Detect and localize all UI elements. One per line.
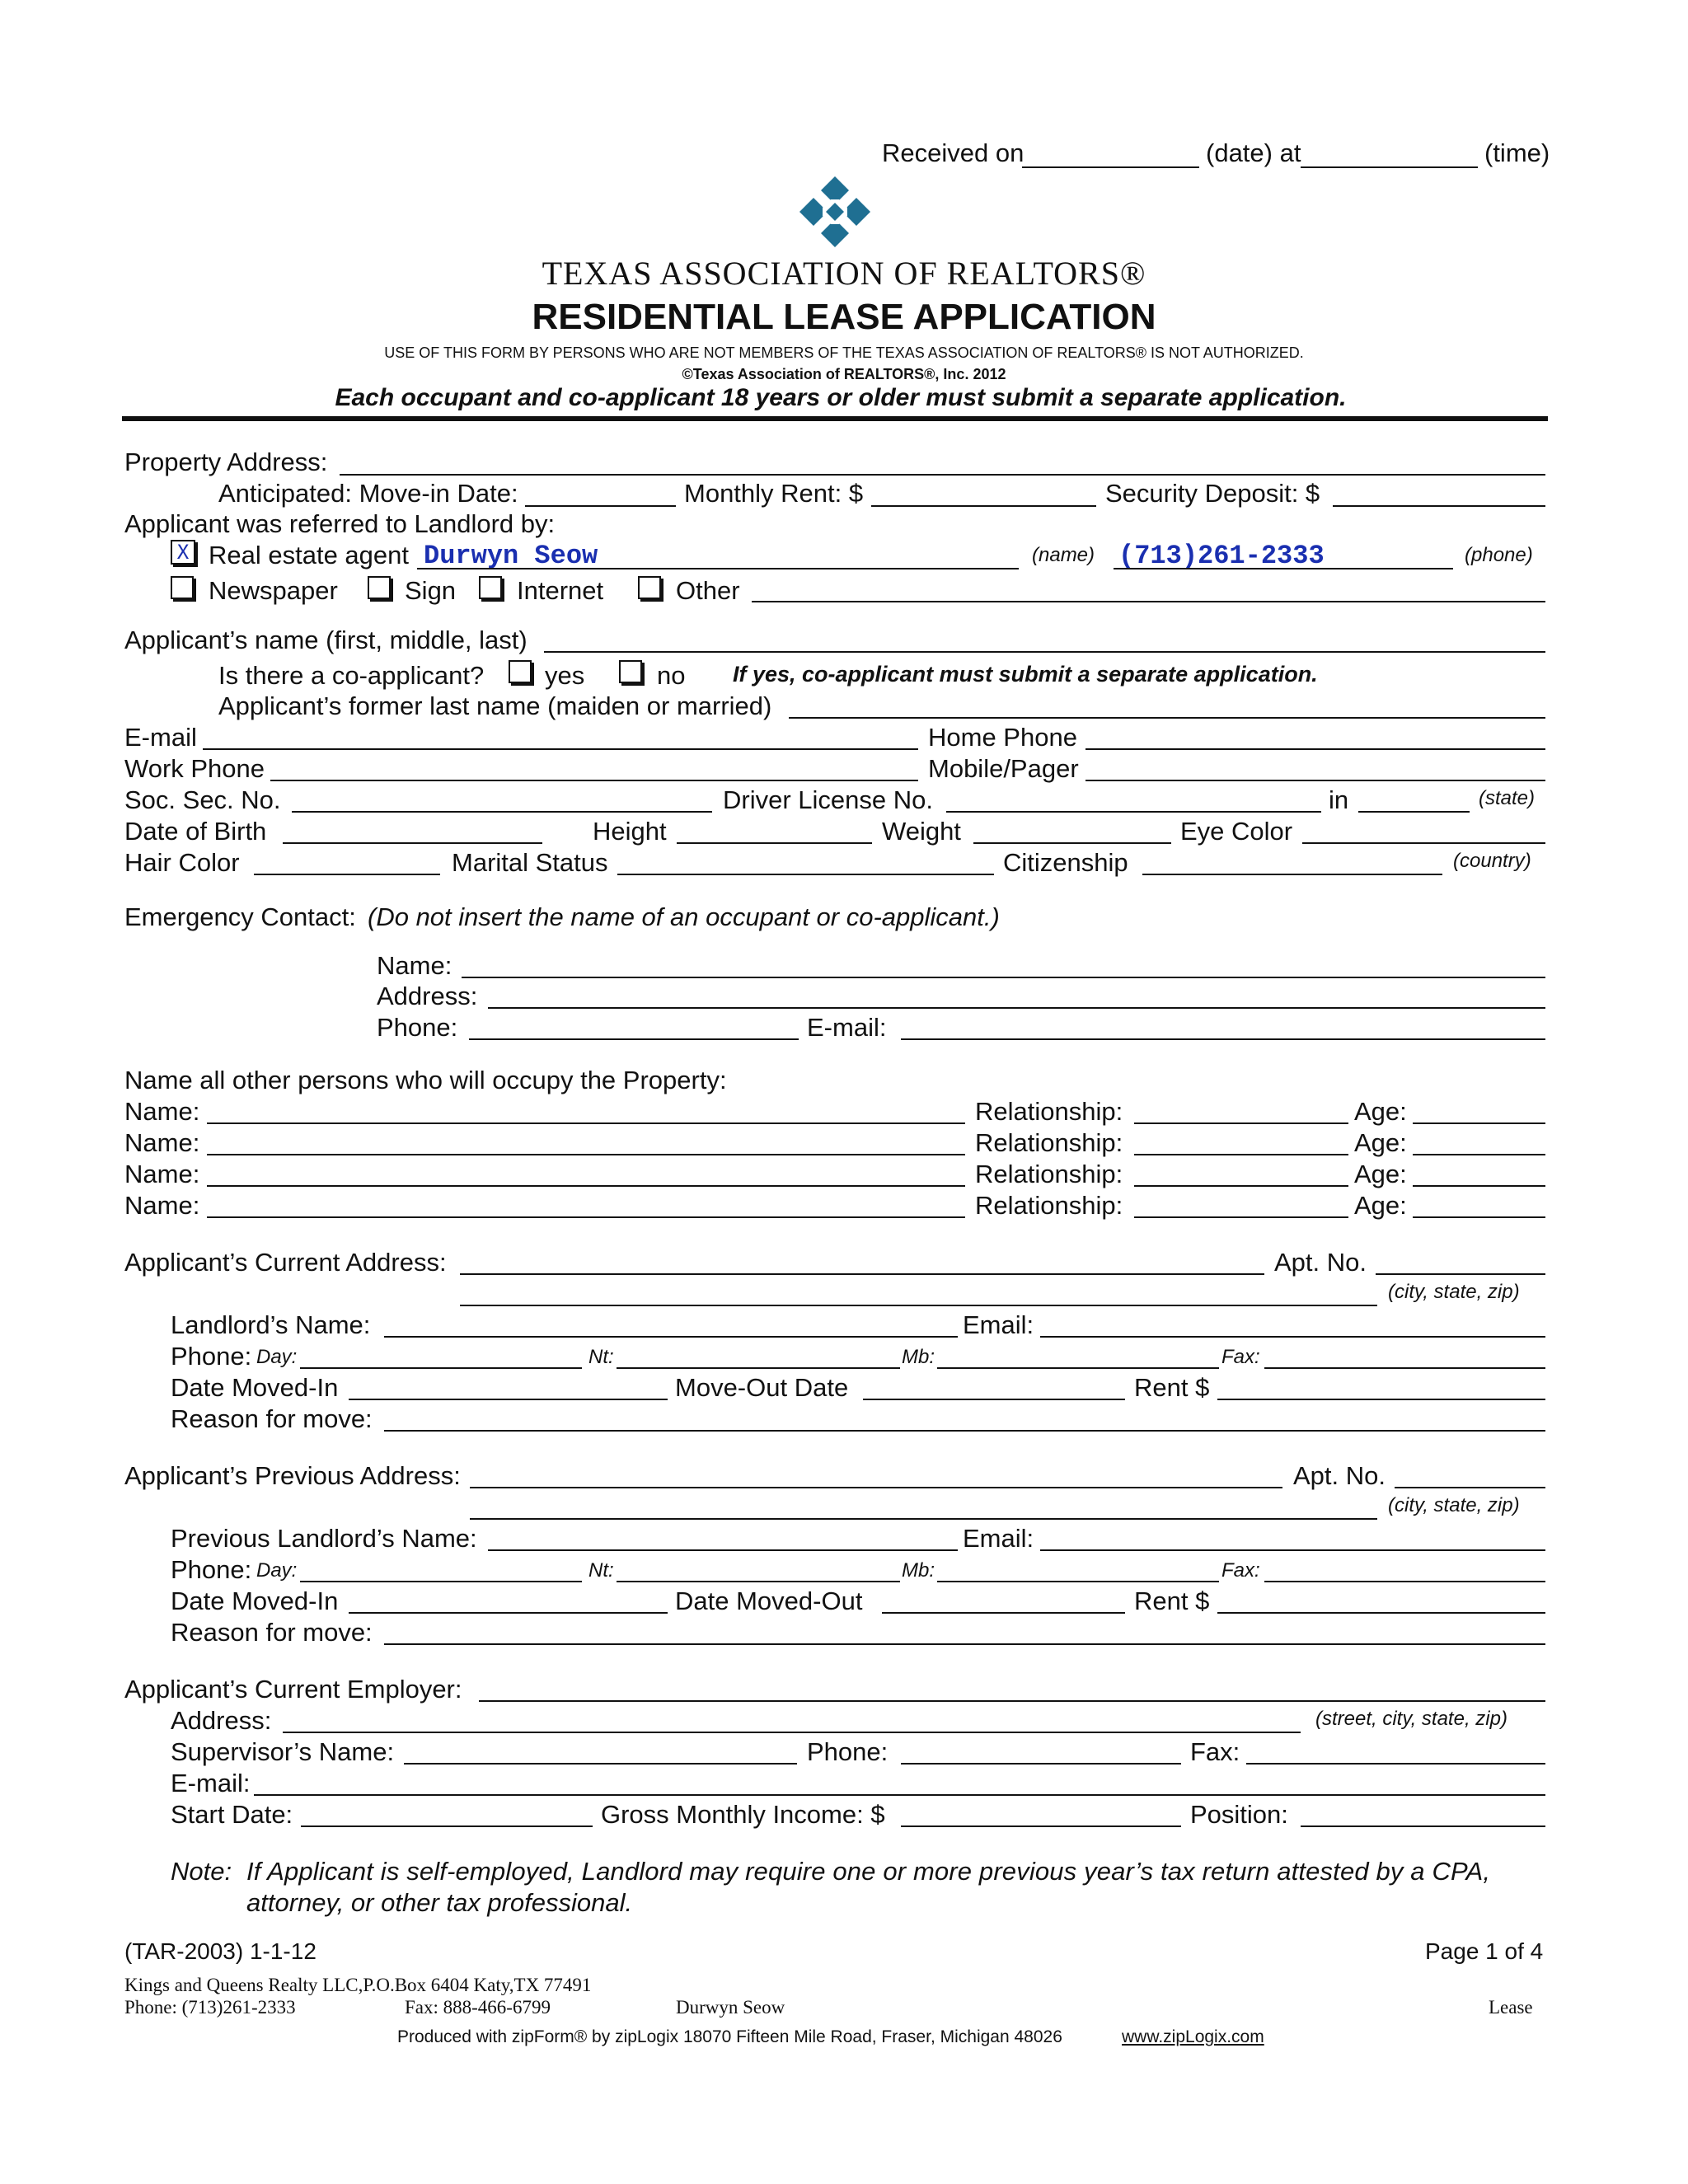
- occupant-name-field[interactable]: [207, 1185, 965, 1187]
- previous-rent-label: Rent $: [1134, 1586, 1210, 1615]
- start-date-field[interactable]: [301, 1825, 593, 1827]
- applicant-name-label: Applicant’s name (first, middle, last): [124, 626, 528, 654]
- current-address-label: Applicant’s Current Address:: [124, 1248, 447, 1277]
- received-date-field[interactable]: [1022, 166, 1199, 168]
- current-rent-label: Rent $: [1134, 1373, 1210, 1402]
- country-caption: (country): [1453, 850, 1531, 872]
- previous-moved-in-field[interactable]: [349, 1612, 668, 1614]
- current-landlord-field[interactable]: [384, 1336, 958, 1338]
- emergency-contact-note: (Do not insert the name of an occupant or co-applicant.): [368, 902, 1000, 931]
- current-fax-label: Fax:: [1221, 1346, 1260, 1368]
- broker-phone: Phone: (713)261-2333: [124, 1997, 296, 2018]
- current-employer-field[interactable]: [479, 1700, 1545, 1702]
- current-city-state-zip-field[interactable]: [460, 1305, 1377, 1306]
- monthly-rent-label: Monthly Rent: $: [684, 479, 864, 508]
- emergency-name-field[interactable]: [462, 977, 1545, 978]
- mobile-field[interactable]: [1085, 780, 1545, 781]
- document-name: Lease: [1489, 1997, 1533, 2018]
- newspaper-label: Newspaper: [209, 576, 338, 605]
- former-name-label: Applicant’s former last name (maiden or married): [218, 691, 772, 720]
- home-phone-label: Home Phone: [928, 723, 1077, 752]
- occupant-name-field[interactable]: [207, 1122, 965, 1124]
- copyright-notice: ©Texas Association of REALTORS®, Inc. 2012: [682, 366, 1006, 382]
- emergency-name-label: Name:: [377, 951, 452, 980]
- former-name-field[interactable]: [789, 717, 1545, 719]
- header-divider: [122, 416, 1548, 421]
- home-phone-field[interactable]: [1085, 748, 1545, 750]
- previous-mobile-phone-field[interactable]: [937, 1581, 1219, 1582]
- realtors-logo: [798, 175, 872, 249]
- real-estate-agent-label: Real estate agent: [209, 541, 410, 569]
- current-day-phone-field[interactable]: [300, 1367, 582, 1369]
- previous-reason-label: Reason for move:: [171, 1618, 373, 1647]
- emergency-email-field[interactable]: [901, 1038, 1545, 1040]
- name-caption: (name): [1032, 544, 1095, 566]
- real-estate-agent-checkbox[interactable]: X: [171, 540, 195, 565]
- occupant-relationship-label: Relationship:: [975, 1128, 1123, 1157]
- previous-apt-label: Apt. No.: [1293, 1461, 1386, 1490]
- email-label: E-mail: [124, 723, 197, 752]
- emergency-phone-field[interactable]: [469, 1038, 799, 1040]
- work-phone-label: Work Phone: [124, 754, 265, 783]
- previous-csz-caption: (city, state, zip): [1388, 1494, 1520, 1516]
- hair-color-field[interactable]: [254, 874, 440, 875]
- emergency-address-field[interactable]: [488, 1007, 1545, 1009]
- ssn-field[interactable]: [292, 811, 712, 813]
- previous-night-phone-field[interactable]: [617, 1581, 900, 1582]
- employer-phone-field[interactable]: [901, 1763, 1181, 1765]
- occupant-name-label: Name:: [124, 1191, 200, 1220]
- employer-phone-label: Phone:: [807, 1737, 889, 1766]
- supervisor-label: Supervisor’s Name:: [171, 1737, 395, 1766]
- previous-landlord-label: Previous Landlord’s Name:: [171, 1524, 477, 1553]
- current-landlord-email-field[interactable]: [1040, 1336, 1545, 1338]
- coapplicant-note: If yes, co-applicant must submit a separate application.: [733, 662, 1318, 687]
- email-field[interactable]: [203, 748, 918, 750]
- current-move-out-field[interactable]: [863, 1399, 1125, 1400]
- move-in-date-label: Anticipated: Move-in Date:: [218, 479, 518, 508]
- occupant-relationship-field[interactable]: [1134, 1185, 1348, 1187]
- usage-notice: USE OF THIS FORM BY PERSONS WHO ARE NOT MEMBERS OF THE TEXAS ASSOCIATION OF REALTORS® IS NOT AUTHORIZED.: [384, 344, 1304, 361]
- page-number: Page 1 of 4: [1425, 1938, 1544, 1964]
- current-night-label: Nt:: [588, 1346, 614, 1368]
- state-caption: (state): [1479, 787, 1536, 809]
- current-night-phone-field[interactable]: [617, 1367, 900, 1369]
- previous-phone-label: Phone:: [171, 1555, 252, 1584]
- emergency-address-label: Address:: [377, 982, 478, 1010]
- previous-city-state-zip-field[interactable]: [470, 1518, 1377, 1520]
- street-csz-caption: (street, city, state, zip): [1315, 1708, 1507, 1730]
- agent-phone-value[interactable]: (713)261-2333: [1118, 541, 1325, 571]
- supervisor-field[interactable]: [404, 1763, 797, 1765]
- occupant-age-label: Age:: [1354, 1160, 1407, 1188]
- current-moved-in-field[interactable]: [349, 1399, 668, 1400]
- other-field[interactable]: [752, 601, 1545, 602]
- other-checkbox[interactable]: [638, 576, 661, 599]
- occupant-relationship-label: Relationship:: [975, 1160, 1123, 1188]
- previous-landlord-email-field[interactable]: [1040, 1549, 1545, 1551]
- coapplicant-label: Is there a co-applicant?: [218, 661, 485, 690]
- height-field[interactable]: [677, 842, 872, 844]
- driver-license-field[interactable]: [946, 811, 1321, 813]
- form-id: (TAR-2003) 1-1-12: [124, 1938, 316, 1964]
- occupant-relationship-label: Relationship:: [975, 1191, 1123, 1220]
- emergency-phone-label: Phone:: [377, 1013, 458, 1042]
- employer-fax-field[interactable]: [1246, 1763, 1545, 1765]
- coapplicant-yes-checkbox[interactable]: [509, 660, 532, 683]
- dob-label: Date of Birth: [124, 817, 267, 846]
- note-label: Note:: [171, 1857, 232, 1886]
- previous-rent-field[interactable]: [1217, 1612, 1545, 1614]
- occupant-age-field[interactable]: [1413, 1185, 1545, 1187]
- occupant-age-field[interactable]: [1413, 1154, 1545, 1155]
- previous-address-field[interactable]: [470, 1487, 1282, 1488]
- agent-name-field[interactable]: [417, 568, 1019, 569]
- agent-name-value[interactable]: Durwyn Seow: [424, 541, 598, 571]
- ziplogix-link[interactable]: www.zipLogix.com: [1122, 2027, 1264, 2046]
- coapplicant-no-checkbox[interactable]: [619, 660, 642, 683]
- occupant-relationship-field[interactable]: [1134, 1154, 1348, 1155]
- previous-fax-field[interactable]: [1264, 1581, 1545, 1582]
- employer-address-label: Address:: [171, 1706, 272, 1735]
- previous-day-label: Day:: [256, 1559, 298, 1582]
- gross-income-field[interactable]: [901, 1825, 1181, 1827]
- monthly-rent-field[interactable]: [871, 505, 1096, 507]
- agent-phone-field[interactable]: [1114, 568, 1453, 569]
- current-day-label: Day:: [256, 1346, 298, 1368]
- employer-email-field[interactable]: [254, 1794, 1545, 1796]
- weight-field[interactable]: [973, 842, 1171, 844]
- previous-mobile-label: Mb:: [902, 1559, 935, 1582]
- current-landlord-label: Landlord’s Name:: [171, 1310, 371, 1339]
- occupant-age-field[interactable]: [1413, 1216, 1545, 1218]
- current-apt-label: Apt. No.: [1274, 1248, 1367, 1277]
- previous-day-phone-field[interactable]: [300, 1581, 582, 1582]
- coapplicant-no-label: no: [657, 661, 686, 690]
- occupant-age-label: Age:: [1354, 1128, 1407, 1157]
- current-fax-field[interactable]: [1264, 1367, 1545, 1369]
- current-mobile-label: Mb:: [902, 1346, 935, 1368]
- work-phone-field[interactable]: [270, 780, 918, 781]
- marital-status-field[interactable]: [617, 874, 994, 875]
- received-on-label: Received on: [882, 138, 1025, 167]
- hair-color-label: Hair Color: [124, 848, 240, 877]
- applicant-name-field[interactable]: [544, 651, 1545, 653]
- previous-moved-in-label: Date Moved-In: [171, 1586, 339, 1615]
- occupant-name-field[interactable]: [207, 1154, 965, 1155]
- current-reason-label: Reason for move:: [171, 1404, 373, 1433]
- previous-address-label: Applicant’s Previous Address:: [124, 1461, 461, 1490]
- occupant-name-label: Name:: [124, 1160, 200, 1188]
- driver-license-label: Driver License No.: [723, 785, 933, 814]
- current-reason-field[interactable]: [384, 1430, 1545, 1432]
- occupant-name-label: Name:: [124, 1097, 200, 1126]
- dl-state-field[interactable]: [1358, 811, 1470, 813]
- employer-fax-label: Fax:: [1190, 1737, 1240, 1766]
- start-date-label: Start Date:: [171, 1800, 293, 1829]
- eye-color-label: Eye Color: [1180, 817, 1293, 846]
- occupants-label: Name all other persons who will occupy the Property:: [124, 1066, 727, 1094]
- mobile-label: Mobile/Pager: [928, 754, 1079, 783]
- employer-address-field[interactable]: [283, 1732, 1301, 1733]
- current-address-field[interactable]: [460, 1273, 1264, 1275]
- move-in-date-field[interactable]: [525, 505, 676, 507]
- employer-email-label: E-mail:: [171, 1769, 251, 1797]
- newspaper-checkbox[interactable]: [171, 576, 194, 599]
- current-rent-field[interactable]: [1217, 1399, 1545, 1400]
- internet-checkbox[interactable]: [479, 576, 502, 599]
- previous-landlord-email-label: Email:: [963, 1524, 1034, 1553]
- note-line-1: If Applicant is self-employed, Landlord may require one or more previous year’s tax return attested by a CPA,: [246, 1857, 1491, 1886]
- referred-by-label: Applicant was referred to Landlord by:: [124, 509, 556, 538]
- current-employer-label: Applicant’s Current Employer:: [124, 1675, 462, 1704]
- position-label: Position:: [1190, 1800, 1288, 1829]
- emergency-contact-label: Emergency Contact:: [124, 902, 356, 931]
- current-mobile-phone-field[interactable]: [937, 1367, 1219, 1369]
- coapplicant-yes-label: yes: [545, 661, 585, 690]
- occupant-age-field[interactable]: [1413, 1122, 1545, 1124]
- form-subtitle: Each occupant and co-applicant 18 years or older must submit a separate application.: [335, 384, 1347, 411]
- marital-status-label: Marital Status: [452, 848, 608, 877]
- current-landlord-email-label: Email:: [963, 1310, 1034, 1339]
- current-phone-label: Phone:: [171, 1342, 252, 1371]
- current-move-out-label: Move-Out Date: [675, 1373, 849, 1402]
- broker-info: Kings and Queens Realty LLC,P.O.Box 6404 Katy,TX 77491: [124, 1975, 592, 1995]
- occupant-relationship-field[interactable]: [1134, 1216, 1348, 1218]
- association-name: TEXAS ASSOCIATION OF REALTORS®: [542, 255, 1146, 292]
- citizenship-label: Citizenship: [1003, 848, 1128, 877]
- current-moved-in-label: Date Moved-In: [171, 1373, 339, 1402]
- previous-reason-field[interactable]: [384, 1643, 1545, 1645]
- position-field[interactable]: [1301, 1825, 1545, 1827]
- current-apt-field[interactable]: [1376, 1273, 1545, 1275]
- current-csz-caption: (city, state, zip): [1388, 1281, 1520, 1303]
- occupant-name-label: Name:: [124, 1128, 200, 1157]
- note-line-2: attorney, or other tax professional.: [246, 1888, 633, 1917]
- previous-landlord-field[interactable]: [488, 1549, 958, 1551]
- date-at-label: (date) at: [1206, 138, 1301, 167]
- broker-fax: Fax: 888-466-6799: [405, 1997, 551, 2018]
- previous-moved-out-label: Date Moved-Out: [675, 1586, 863, 1615]
- security-deposit-label: Security Deposit: $: [1105, 479, 1320, 508]
- previous-night-label: Nt:: [588, 1559, 614, 1582]
- eye-color-field[interactable]: [1302, 842, 1545, 844]
- property-address-label: Property Address:: [124, 448, 328, 476]
- dob-field[interactable]: [283, 842, 542, 844]
- property-address-field[interactable]: [340, 474, 1545, 476]
- received-time-field[interactable]: [1301, 166, 1478, 168]
- agent-footer-name: Durwyn Seow: [676, 1997, 785, 2018]
- previous-fax-label: Fax:: [1221, 1559, 1260, 1582]
- internet-label: Internet: [517, 576, 604, 605]
- produced-with: Produced with zipForm® by zipLogix 18070 Fifteen Mile Road, Fraser, Michigan 48026: [397, 2027, 1062, 2046]
- occupant-relationship-field[interactable]: [1134, 1122, 1348, 1124]
- other-label: Other: [676, 576, 740, 605]
- dl-in-label: in: [1329, 785, 1349, 814]
- citizenship-field[interactable]: [1142, 874, 1442, 875]
- form-title: RESIDENTIAL LEASE APPLICATION: [532, 297, 1156, 337]
- occupant-name-field[interactable]: [207, 1216, 965, 1218]
- previous-apt-field[interactable]: [1395, 1487, 1545, 1488]
- emergency-email-label: E-mail:: [807, 1013, 887, 1042]
- ssn-label: Soc. Sec. No.: [124, 785, 281, 814]
- time-label: (time): [1484, 138, 1550, 167]
- gross-income-label: Gross Monthly Income: $: [601, 1800, 885, 1829]
- security-deposit-field[interactable]: [1333, 505, 1545, 507]
- sign-checkbox[interactable]: [368, 576, 391, 599]
- height-label: Height: [593, 817, 667, 846]
- sign-label: Sign: [405, 576, 457, 605]
- occupant-relationship-label: Relationship:: [975, 1097, 1123, 1126]
- occupant-age-label: Age:: [1354, 1097, 1407, 1126]
- previous-moved-out-field[interactable]: [882, 1612, 1125, 1614]
- occupant-age-label: Age:: [1354, 1191, 1407, 1220]
- phone-caption: (phone): [1465, 544, 1533, 566]
- weight-label: Weight: [882, 817, 961, 846]
